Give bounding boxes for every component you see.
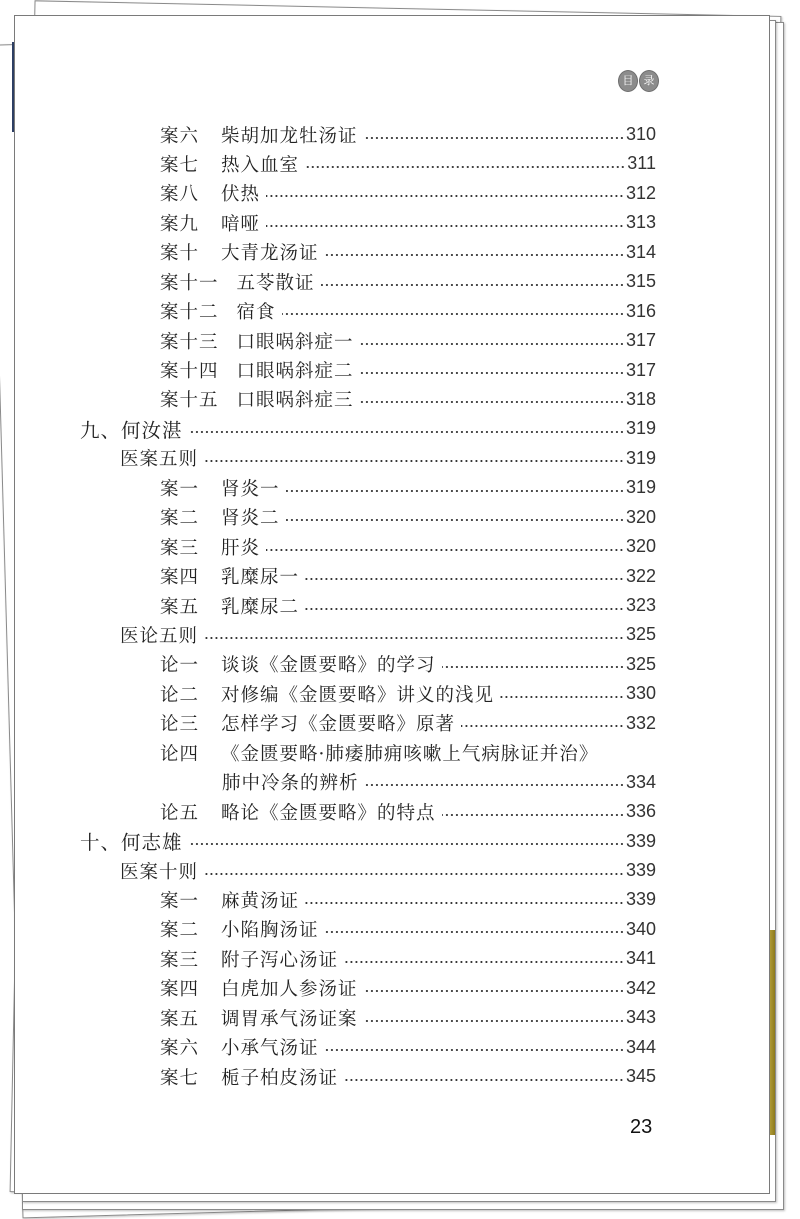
entry-title: 乳糜尿二: [221, 596, 300, 618]
toc-entry[interactable]: [160, 1033, 656, 1062]
entry-page-number: 311: [627, 153, 656, 174]
dot-leader: [500, 695, 624, 699]
dot-leader: [461, 724, 624, 728]
entry-label: 案六: [160, 125, 200, 147]
entry-title: 肝炎: [221, 537, 261, 559]
entry-label: 案三: [160, 949, 200, 971]
dot-leader: [325, 1048, 624, 1052]
entry-page-number: 322: [625, 565, 656, 586]
entry-title: 口眼㖞斜症二: [236, 361, 354, 383]
entry-title: 伏热: [221, 184, 261, 206]
entry-title: 九、何汝湛: [80, 418, 183, 442]
dot-leader: [321, 283, 624, 287]
dot-leader: [305, 901, 624, 905]
dot-leader: [344, 1078, 624, 1082]
entry-page-number: 341: [625, 948, 656, 969]
dot-leader: [360, 400, 624, 404]
toc-entry[interactable]: [160, 562, 656, 591]
badge-char: 目: [618, 70, 638, 92]
entry-title: 大青龙汤证: [221, 243, 319, 265]
dot-leader: [364, 136, 624, 140]
entry-page-number: 325: [625, 653, 656, 674]
entry-title: 栀子柏皮汤证: [221, 1067, 339, 1089]
entry-page-number: 325: [625, 624, 656, 645]
dot-leader: [266, 194, 624, 198]
entry-page-number: 320: [625, 506, 656, 527]
dot-leader: [344, 960, 624, 964]
entry-page-number: 319: [625, 418, 656, 439]
entry-label: 案九: [160, 213, 200, 235]
toc-entry[interactable]: [160, 238, 656, 267]
dot-leader: [360, 371, 624, 375]
entry-page-number: 315: [625, 271, 656, 292]
entry-label: 案十五: [160, 390, 219, 412]
dot-leader: [282, 312, 624, 316]
entry-label: 案十四: [160, 361, 219, 383]
entry-title: 喑哑: [221, 213, 261, 235]
entry-page-number: 344: [625, 1036, 656, 1057]
entry-label: 案五: [160, 596, 200, 618]
entry-label: 案二: [160, 508, 200, 530]
toc-entry[interactable]: [120, 620, 656, 649]
toc-entry[interactable]: [160, 503, 656, 532]
toc-entry[interactable]: [80, 414, 656, 443]
entry-page-number: 342: [625, 977, 656, 998]
toc-entry[interactable]: [160, 591, 656, 620]
entry-title: 肾炎一: [221, 478, 280, 500]
toc-entry[interactable]: [160, 532, 656, 561]
entry-title: 五苓散证: [236, 272, 315, 294]
entry-page-number: 339: [625, 889, 656, 910]
entry-title: 调胃承气汤证案: [221, 1008, 358, 1030]
dot-leader: [305, 577, 624, 581]
entry-label: 案二: [160, 920, 200, 942]
entry-title: 十、何志雄: [80, 831, 183, 855]
entry-page-number: 339: [625, 860, 656, 880]
entry-label: 案十二: [160, 302, 219, 324]
entry-label: 案七: [160, 154, 200, 176]
toc-entry[interactable]: [80, 827, 656, 856]
page-number: 23: [630, 1116, 653, 1138]
toc-entry[interactable]: [120, 444, 656, 473]
entry-title: 柴胡加龙牡汤证: [221, 125, 358, 147]
entry-page-number: 330: [625, 683, 656, 704]
entry-page-number: 319: [625, 447, 656, 468]
toc-entry[interactable]: [120, 856, 656, 885]
toc-entry[interactable]: [160, 885, 656, 914]
toc-entry[interactable]: [160, 974, 656, 1003]
dot-leader: [204, 636, 624, 640]
entry-title: 医案五则: [120, 449, 199, 471]
entry-page-number: 345: [625, 1066, 656, 1087]
dot-leader: [364, 1019, 624, 1023]
entry-title: 医案十则: [120, 861, 199, 883]
dot-leader: [364, 989, 624, 993]
entry-page-number: 316: [625, 300, 656, 321]
entry-label: 案四: [160, 567, 200, 589]
entry-title: 附子泻心汤证: [221, 949, 339, 971]
entry-label: 案十: [160, 243, 200, 265]
entry-title: 对修编《金匮要略》讲义的浅见: [221, 684, 495, 706]
badge-char: 录: [639, 70, 659, 92]
dot-leader: [325, 930, 624, 934]
dot-leader: [204, 459, 624, 463]
entry-label: 案十一: [160, 272, 219, 294]
toc-entry[interactable]: [160, 208, 656, 237]
toc-entry[interactable]: [160, 179, 656, 208]
entry-page-number: 340: [625, 918, 656, 939]
entry-label: 论五: [160, 802, 200, 824]
entry-page-number: 339: [625, 830, 656, 851]
entry-label: 论二: [160, 684, 200, 706]
dot-leader: [204, 872, 624, 876]
entry-title: 乳糜尿一: [221, 567, 300, 589]
entry-page-number: 317: [625, 330, 656, 351]
dot-leader: [189, 430, 624, 434]
toc-entry[interactable]: [160, 297, 656, 326]
dot-leader: [442, 665, 624, 669]
dot-leader: [360, 342, 624, 346]
entry-page-number: 319: [625, 477, 656, 498]
toc-entry[interactable]: [160, 473, 656, 502]
dot-leader: [325, 253, 624, 257]
entry-page-number: 332: [625, 712, 656, 733]
toc-entry[interactable]: [160, 149, 656, 178]
dot-leader: [305, 165, 625, 169]
entry-label: 案一: [160, 890, 200, 912]
entry-page-number: 310: [625, 124, 656, 144]
entry-title: 麻黄汤证: [221, 890, 300, 912]
entry-title: 宿食: [236, 302, 276, 324]
toc-entry[interactable]: [160, 120, 656, 149]
entry-label: 案五: [160, 1008, 200, 1030]
toc-entry[interactable]: [160, 267, 656, 296]
contents-badge: [618, 70, 659, 92]
entry-title: 谈谈《金匮要略》的学习: [221, 655, 436, 677]
toc-entry[interactable]: [160, 1003, 656, 1032]
entry-label: 论三: [160, 714, 200, 736]
entry-title: 肾炎二: [221, 508, 280, 530]
dot-leader: [189, 842, 624, 846]
entry-label: 案十三: [160, 331, 219, 353]
dot-leader: [266, 548, 624, 552]
entry-page-number: 318: [625, 388, 656, 409]
entry-label: 案八: [160, 184, 200, 206]
entry-title: 略论《金匮要略》的特点: [221, 802, 436, 824]
entry-title: 怎样学习《金匮要略》原著: [221, 714, 456, 736]
toc-entry[interactable]: [160, 1062, 656, 1091]
toc-entry[interactable]: [160, 385, 656, 414]
dot-leader: [286, 489, 624, 493]
toc-entry[interactable]: [160, 326, 656, 355]
entry-page-number: 336: [625, 801, 656, 822]
dot-leader: [266, 224, 624, 228]
entry-label: 论一: [160, 655, 200, 677]
entry-title: 小陷胸汤证: [221, 920, 319, 942]
entry-page-number: 312: [625, 182, 656, 203]
entry-page-number: 320: [625, 536, 656, 557]
dot-leader: [442, 813, 624, 817]
entry-label: 案一: [160, 478, 200, 500]
toc-entry[interactable]: [160, 944, 656, 973]
entry-page-number: 317: [625, 359, 656, 380]
dot-leader: [305, 607, 624, 611]
entry-label: 案六: [160, 1038, 200, 1060]
entry-label: 案四: [160, 979, 200, 1001]
entry-page-number: 313: [625, 212, 656, 233]
entry-label: 案七: [160, 1067, 200, 1089]
entry-page-number: 343: [625, 1007, 656, 1028]
dot-leader: [286, 518, 624, 522]
entry-title: 《金匮要略·肺痿肺痈咳嗽上气病脉证并治》: [221, 743, 599, 765]
toc-entry[interactable]: [222, 768, 656, 797]
toc-entry[interactable]: [160, 356, 656, 385]
entry-title: 白虎加人参汤证: [221, 979, 358, 1001]
entry-page-number: 334: [625, 771, 656, 792]
toc-entry[interactable]: [160, 915, 656, 944]
entry-title: 医论五则: [120, 625, 199, 647]
entry-title: 热入血室: [221, 154, 300, 176]
toc-entry[interactable]: [160, 709, 656, 738]
toc-entry[interactable]: [160, 738, 656, 767]
entry-title: 小承气汤证: [221, 1038, 319, 1060]
toc-entry[interactable]: [160, 650, 656, 679]
entry-page-number: 323: [625, 595, 656, 616]
entry-title: 口眼㖞斜症三: [236, 390, 354, 412]
entry-label: 案三: [160, 537, 200, 559]
toc-entry[interactable]: [160, 797, 656, 826]
entry-title: 肺中冷条的辨析: [222, 773, 359, 795]
entry-title: 口眼㖞斜症一: [236, 331, 354, 353]
dot-leader: [365, 783, 624, 787]
entry-label: 论四: [160, 743, 200, 765]
entry-page-number: 314: [625, 241, 656, 262]
toc-entry[interactable]: [160, 679, 656, 708]
